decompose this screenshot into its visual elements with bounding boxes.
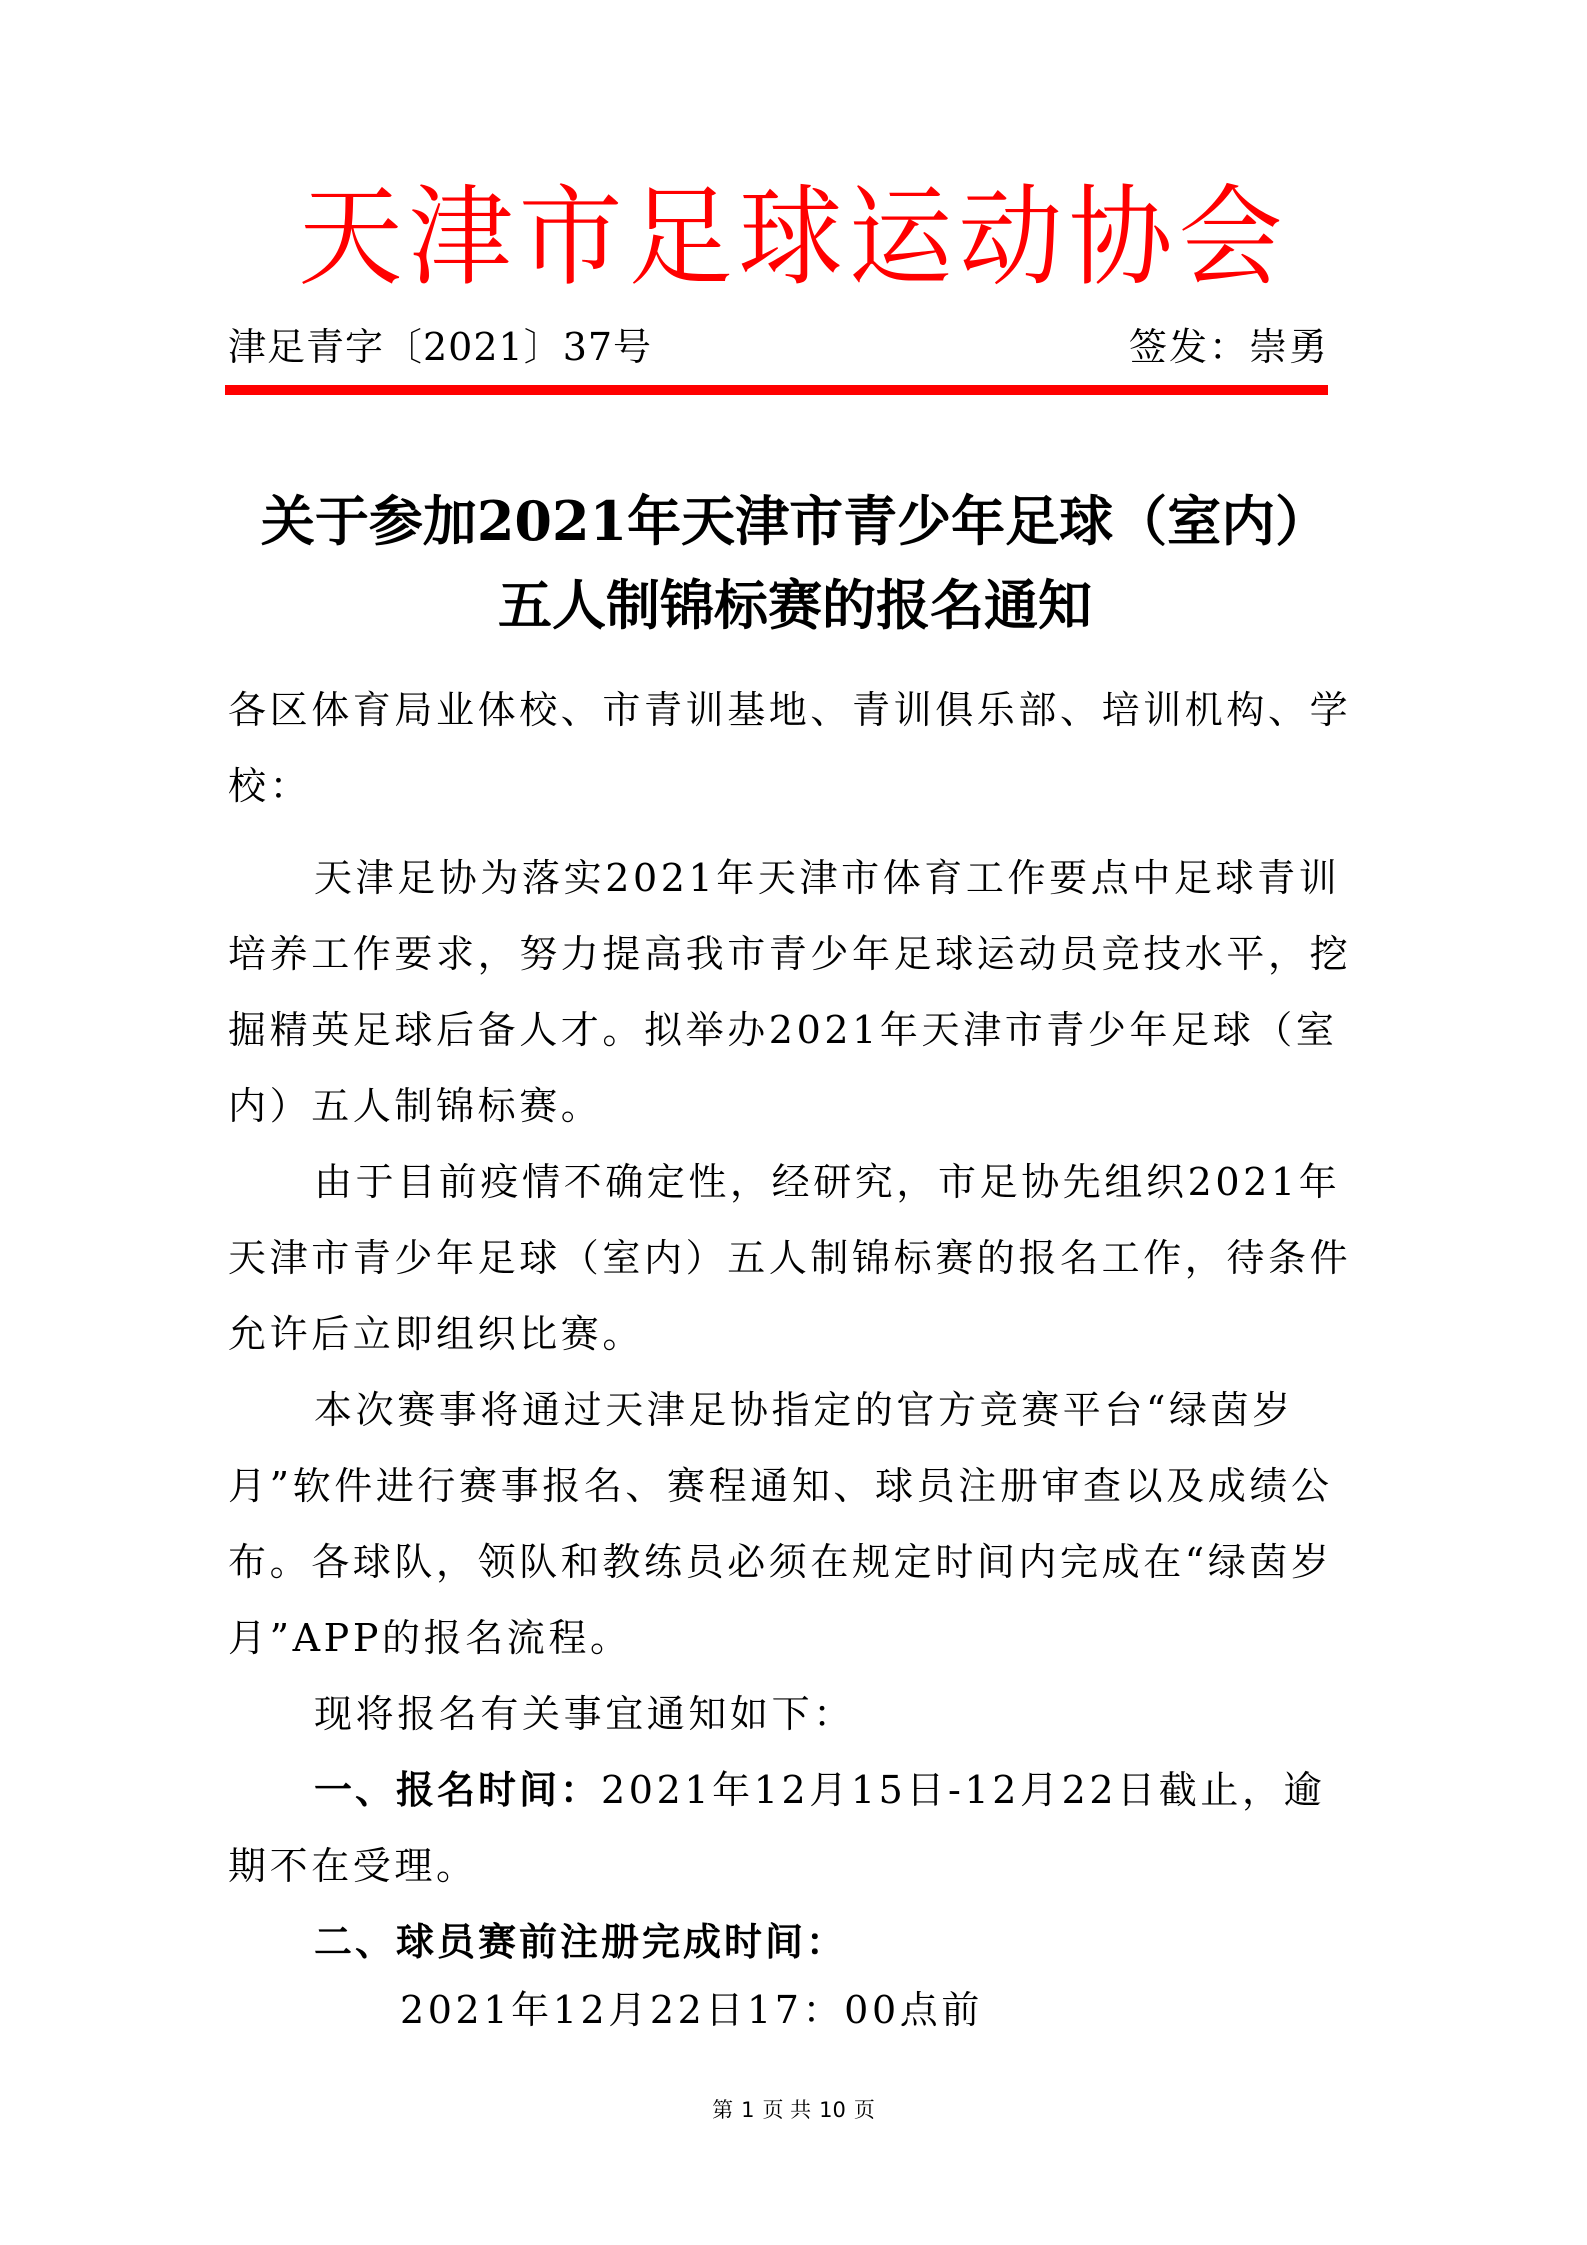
- list-item-label: 一、报名时间：: [314, 1768, 602, 1812]
- paragraph-line: 现将报名有关事宜通知如下：: [314, 1692, 855, 1736]
- notice-title-line-2: 五人制锦标赛的报名通知: [498, 573, 1092, 637]
- list-item-player-registration: [314, 1916, 1454, 1968]
- notice-title-line-1: 关于参加2021年天津市青少年足球（室内）: [260, 489, 1330, 553]
- list-item-value: 2021年12月22日17：00点前: [400, 1988, 983, 2032]
- document-number: 津足青字〔2021〕37号: [228, 325, 653, 369]
- total-pages: 10: [819, 2098, 846, 2122]
- list-item-label: 二、球员赛前注册完成时间：: [314, 1920, 848, 1964]
- paragraph-line: 培养工作要求，努力提高我市青少年足球运动员竞技水平，挖: [228, 932, 1352, 976]
- paragraph-line: 由于目前疫情不确定性，经研究，市足协先组织2021年: [314, 1160, 1341, 1204]
- page-footer: [0, 2096, 1587, 2124]
- paragraph-line: 本次赛事将通过天津足协指定的官方竞赛平台“绿茵岁: [314, 1388, 1294, 1432]
- paragraph-line: 布。各球队，领队和教练员必须在规定时间内完成在“绿茵岁: [228, 1540, 1333, 1584]
- current-page-number: 1: [741, 2098, 755, 2122]
- footer-middle: 页 共: [762, 2098, 812, 2122]
- addressee-line: 校：: [228, 764, 312, 808]
- list-item-registration-time: [314, 1764, 1454, 1816]
- paragraph-line: 允许后立即组织比赛。: [228, 1312, 645, 1356]
- paragraph-line: 内）五人制锦标赛。: [228, 1084, 603, 1128]
- footer-suffix: 页: [853, 2098, 875, 2122]
- paragraph-line: 月”APP的报名流程。: [228, 1616, 632, 1660]
- list-item-text: 2021年12月15日-12月22日截止，逾: [601, 1768, 1326, 1812]
- addressee-line: 各区体育局业体校、市青训基地、青训俱乐部、培训机构、学: [228, 688, 1352, 732]
- letterhead-organization: 天津市足球运动协会: [298, 172, 1289, 302]
- red-divider: [225, 385, 1328, 395]
- paragraph-line: 天津足协为落实2021年天津市体育工作要点中足球青训: [314, 856, 1341, 900]
- footer-prefix: 第: [712, 2098, 734, 2122]
- paragraph-line: 月”软件进行赛事报名、赛程通知、球员注册审查以及成绩公: [228, 1464, 1333, 1508]
- signer: 签发：崇勇: [1128, 325, 1329, 369]
- paragraph-line: 掘精英足球后备人才。拟举办2021年天津市青少年足球（室: [228, 1008, 1338, 1052]
- paragraph-line: 天津市青少年足球（室内）五人制锦标赛的报名工作，待条件: [228, 1236, 1352, 1280]
- list-item-continuation: 期不在受理。: [228, 1844, 478, 1888]
